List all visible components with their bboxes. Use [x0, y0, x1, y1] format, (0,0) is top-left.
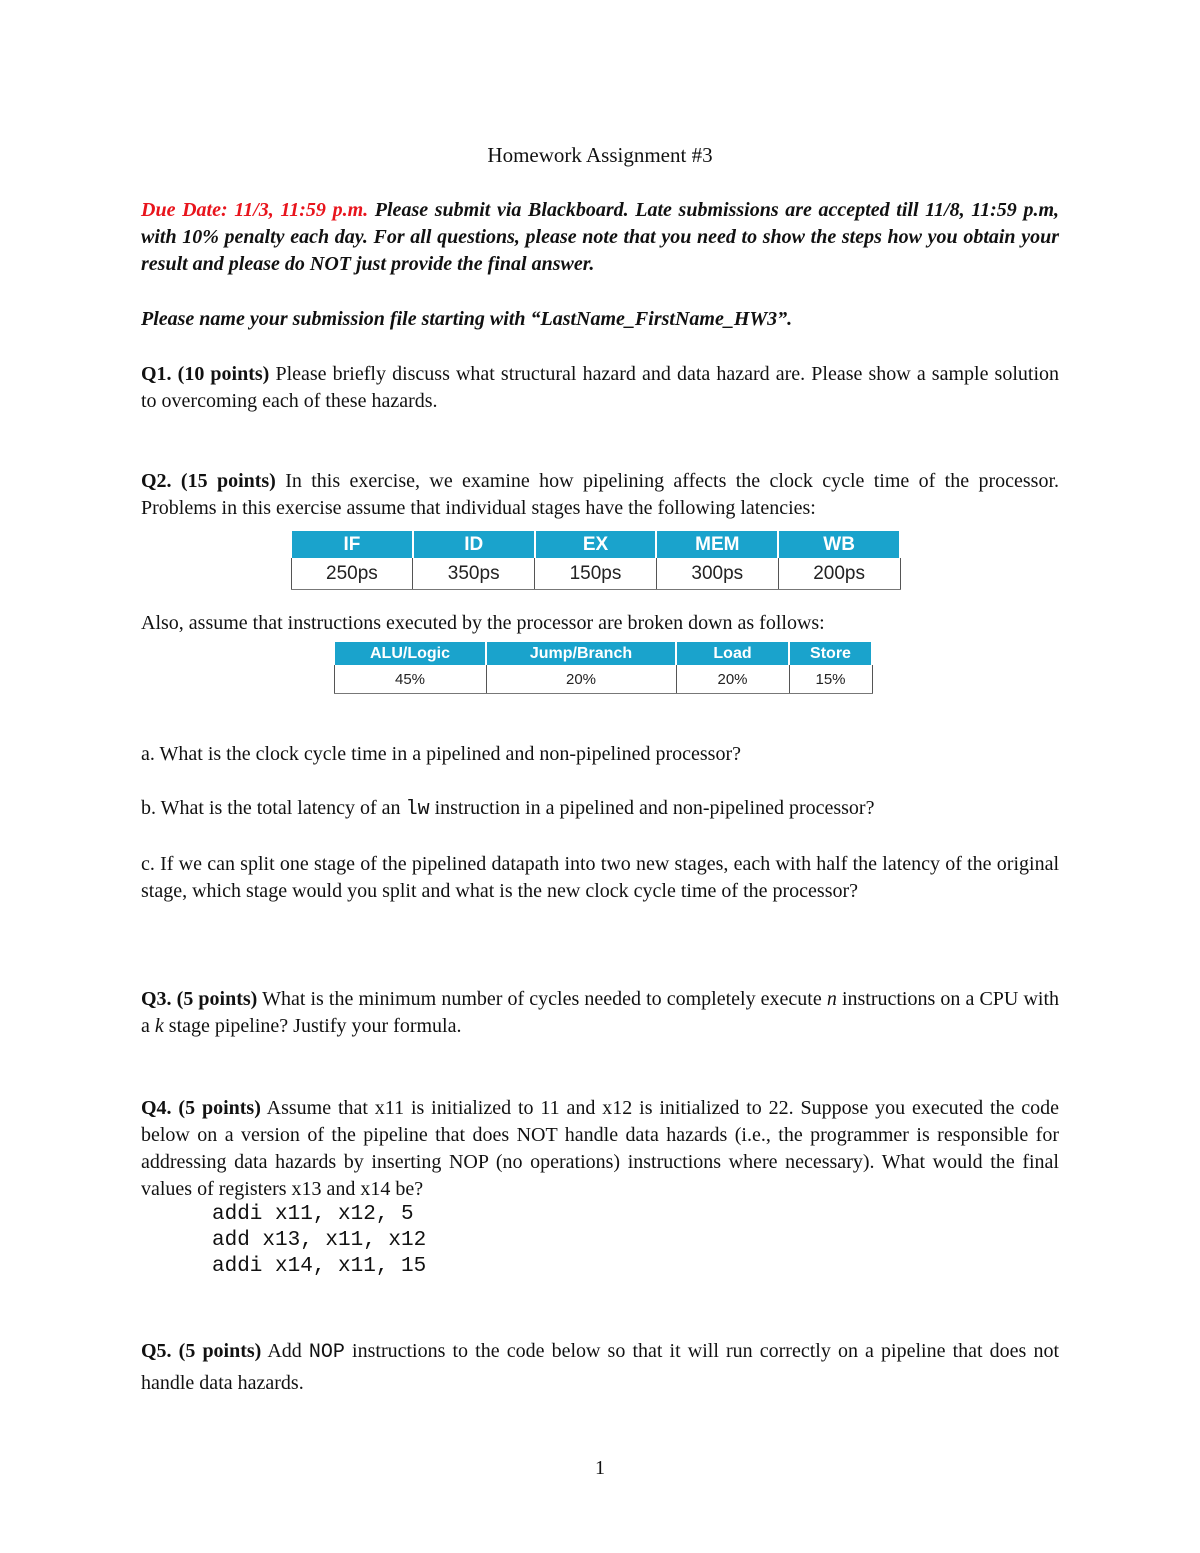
mix-header-row — [334, 642, 872, 665]
question-2 — [141, 468, 1059, 522]
q2-text: In this exercise, we examine how pipelining affects the clock cycle time of the processor. Problems in this exercise assume that individual stages have the following latencies: — [141, 470, 1060, 519]
page-number: 1 — [595, 1457, 605, 1479]
latency-wb: 200ps — [778, 558, 900, 590]
q4-label: Q4. (5 points) — [141, 1097, 261, 1119]
question-1 — [141, 361, 1059, 415]
header-wb: WB — [778, 531, 900, 558]
q5-text-2: instructions to the code below so that it will run correctly on a pipeline that does not handle data hazards. — [141, 1340, 1060, 1394]
latency-id: 350ps — [413, 558, 535, 590]
q2-b-text-end: instruction in a pipelined and non-pipelined processor? — [429, 797, 875, 819]
q4-code-line-1: addi x11, x12, 5 — [212, 1203, 414, 1226]
nop-code: NOP — [308, 1341, 345, 1364]
question-3 — [141, 986, 1059, 1040]
q1-label: Q1. (10 points) — [141, 363, 270, 385]
stage-latency-table — [290, 531, 901, 590]
latency-mem: 300ps — [656, 558, 778, 590]
q3-var-k: k — [154, 1015, 164, 1037]
submission-instructions: Please submit via Blackboard. Late submissions are accepted till 11/8, 11:59 p.m, with 10% penalty each day. For all questions, please note that you need to show the steps how you obtain your result and please do NOT just provide the final answer. — [141, 199, 1060, 275]
q4-code-line-2: add x13, x11, x12 — [212, 1229, 427, 1252]
q2-part-c: c. If we can split one stage of the pipelined datapath into two new stages, each with half the latency of the original stage, which stage would you split and what is the new clock cycle time of the processor? — [141, 853, 1059, 902]
header-jump-branch: Jump/Branch — [486, 642, 676, 665]
header-id: ID — [413, 531, 535, 558]
header-load: Load — [676, 642, 789, 665]
q3-text-3: stage pipeline? Justify your formula. — [163, 1015, 462, 1037]
q2-b-text-start: b. What is the total latency of an — [141, 797, 406, 819]
lw-code: lw — [405, 798, 430, 821]
due-date-paragraph — [141, 197, 1059, 278]
header-store: Store — [789, 642, 872, 665]
latency-value-row — [291, 558, 900, 590]
q2-part-b — [141, 795, 1059, 823]
header-alu-logic: ALU/Logic — [334, 642, 486, 665]
q3-text-2: instructions on a CPU with a — [141, 988, 1060, 1037]
q2-part-a: a. What is the clock cycle time in a pipelined and non-pipelined processor? — [141, 743, 741, 765]
naming-note: Please name your submission file starting with “LastName_FirstName_HW3”. — [141, 308, 793, 330]
mix-alu-logic: 45% — [334, 665, 486, 694]
mix-value-row — [334, 665, 872, 694]
q3-var-n: n — [826, 988, 837, 1010]
q2-label: Q2. (15 points) — [141, 470, 276, 492]
mix-store: 15% — [789, 665, 872, 694]
latency-header-row — [291, 531, 900, 558]
q4-code-line-3: addi x14, x11, 15 — [212, 1255, 427, 1278]
q3-text-1: What is the minimum number of cycles needed to completely execute — [257, 988, 827, 1010]
header-mem: MEM — [656, 531, 778, 558]
latency-if: 250ps — [291, 558, 413, 590]
q1-text: Please briefly discuss what structural hazard and data hazard are. Please show a sample solution to overcoming each of these hazards. — [141, 363, 1060, 412]
latency-ex: 150ps — [535, 558, 657, 590]
q5-label: Q5. (5 points) — [141, 1340, 262, 1362]
instruction-mix-table — [333, 642, 873, 694]
page-title: Homework Assignment #3 — [487, 143, 713, 167]
question-5 — [141, 1336, 1059, 1398]
q5-text-1: Add — [261, 1340, 309, 1362]
mix-jump-branch: 20% — [486, 665, 676, 694]
instruction-mix-intro: Also, assume that instructions executed by the processor are broken down as follows: — [141, 612, 825, 634]
header-ex: EX — [535, 531, 657, 558]
header-if: IF — [291, 531, 413, 558]
due-date: Due Date: 11/3, 11:59 p.m. — [141, 199, 369, 221]
q3-label: Q3. (5 points) — [141, 988, 258, 1010]
q4-text: Assume that x11 is initialized to 11 and x12 is initialized to 22. Suppose you executed the code below on a version of the pipeline that does NOT handle data hazards (i.e., the programmer is responsible for addressing data hazards by inserting NOP (no operations) instructions where necessary). What would the final values of registers x13 and x14 be? — [141, 1097, 1060, 1200]
question-4 — [141, 1095, 1059, 1203]
mix-load: 20% — [676, 665, 789, 694]
